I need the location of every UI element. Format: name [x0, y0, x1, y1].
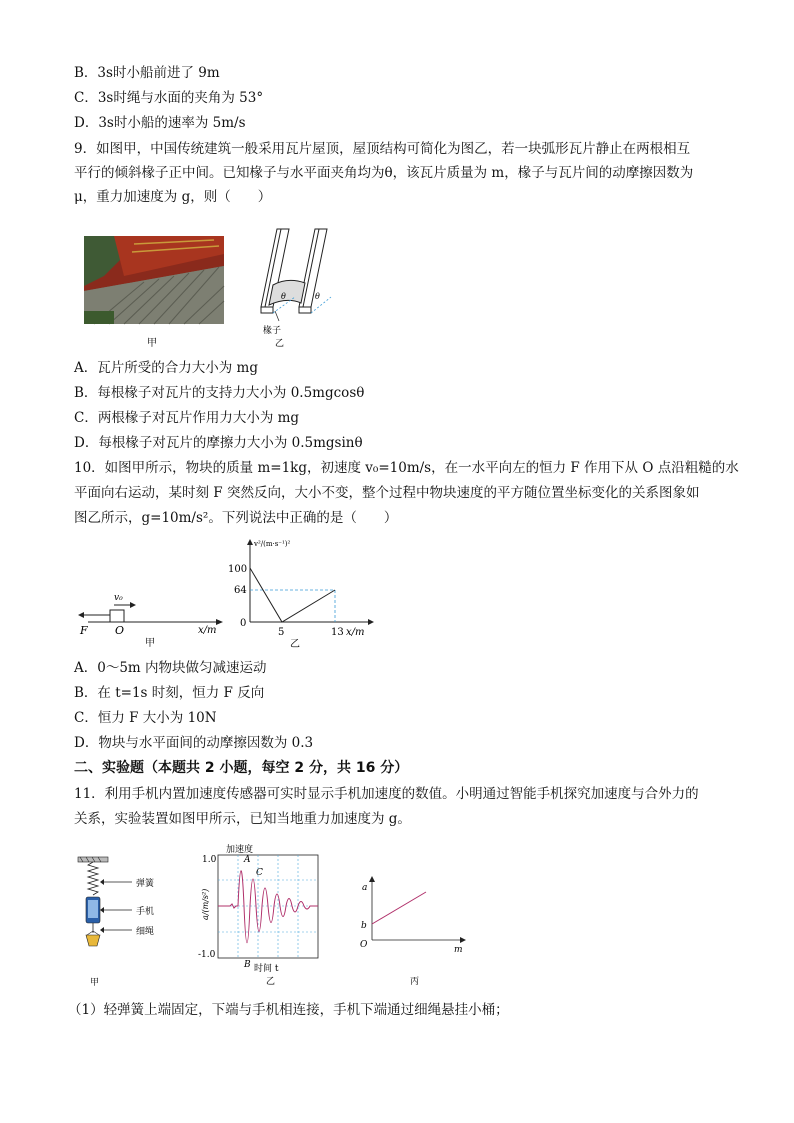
q9-rafter-diagram	[255, 225, 335, 350]
q9-stem-line3: μ，重力加速度为 g，则（ ）	[74, 189, 272, 205]
section-2-title: 二、实验题（本题共 2 小题，每空 2 分，共 16 分）	[74, 760, 409, 776]
svg-text:时间 t: 时间 t	[254, 964, 279, 974]
svg-text:x/m: x/m	[198, 625, 217, 636]
svg-text:C: C	[256, 868, 263, 878]
q11-stem-line1: 11．利用手机内置加速度传感器可实时显示手机加速度的数值。小明通过智能手机探究加速度与合外力的	[74, 786, 699, 802]
q9-fig-yi-caption: 乙	[275, 339, 285, 349]
svg-text:乙: 乙	[266, 977, 276, 987]
svg-text:-1.0: -1.0	[198, 950, 216, 960]
svg-text:O: O	[115, 624, 125, 637]
svg-text:甲: 甲	[145, 638, 155, 649]
q9-option-c: C．两根椽子对瓦片作用力大小为 mg	[74, 410, 300, 426]
q9-fig-jia-caption	[140, 334, 170, 350]
q9-stem-line2: 平行的倾斜椽子正中间。已知椽子与水平面夹角均为θ，该瓦片质量为 m，椽子与瓦片间的动摩擦因数为	[74, 165, 694, 181]
svg-text:加速度: 加速度	[226, 845, 254, 855]
theta-left: θ	[281, 292, 286, 301]
q11-stem-line2: 关系，实验装置如图甲所示，已知当地重力加速度为 g。	[74, 811, 411, 827]
q10-block-diagram	[78, 588, 228, 648]
q10-option-a: A．0～5m 内物块做匀减速运动	[74, 660, 267, 676]
q9-roof-photo	[84, 236, 224, 324]
svg-text:甲: 甲	[147, 338, 157, 349]
svg-text:x/m: x/m	[346, 627, 365, 638]
svg-text:A: A	[244, 855, 251, 865]
q10-option-c: C．恒力 F 大小为 10N	[74, 710, 217, 726]
svg-text:13: 13	[331, 627, 344, 638]
svg-text:64: 64	[234, 585, 247, 596]
q10-graph	[228, 538, 378, 648]
q10-stem-line3: 图乙所示，g=10m/s²。下列说法中正确的是（ ）	[74, 510, 398, 526]
svg-text:a: a	[362, 883, 368, 893]
q11-part1: （1）轻弹簧上端固定，下端与手机相连接，手机下端通过细绳悬挂小桶；	[68, 1002, 509, 1018]
q11-bing-graph	[352, 872, 472, 987]
svg-text:乙: 乙	[290, 639, 300, 650]
svg-text:甲: 甲	[90, 978, 100, 988]
q8-option-b: B．3s时小船前进了 9m	[74, 65, 220, 81]
svg-text:1.0: 1.0	[202, 855, 217, 865]
svg-text:B: B	[244, 960, 251, 970]
q9-option-a: A．瓦片所受的合力大小为 mg	[74, 360, 258, 376]
svg-text:v₀: v₀	[114, 593, 123, 603]
svg-text:v²/(m·s⁻¹)²: v²/(m·s⁻¹)²	[254, 540, 291, 548]
q10-option-b: B．在 t=1s 时刻，恒力 F 反向	[74, 685, 265, 701]
svg-text:a/(m/s²): a/(m/s²)	[201, 888, 210, 920]
svg-text:5: 5	[278, 627, 285, 638]
q8-option-d: D．3s时小船的速率为 5m/s	[74, 115, 246, 131]
svg-text:F: F	[80, 624, 88, 637]
q9-option-d: D．每根椽子对瓦片的摩擦力大小为 0.5mgsinθ	[74, 435, 363, 451]
svg-text:丙: 丙	[410, 977, 420, 987]
svg-text:0: 0	[240, 618, 247, 629]
svg-text:m: m	[454, 945, 463, 955]
svg-text:细绳: 细绳	[136, 927, 155, 937]
q11-apparatus	[74, 855, 184, 987]
q10-stem-line2: 平面向右运动，某时刻 F 突然反向，大小不变，整个过程中物块速度的平方随位置坐标变化的关系图象如	[74, 485, 700, 501]
q10-option-d: D．物块与水平面间的动摩擦因数为 0.3	[74, 735, 314, 751]
svg-text:b: b	[361, 921, 367, 931]
svg-text:手机: 手机	[136, 907, 155, 917]
q8-option-c: C．3s时绳与水面的夹角为 53°	[74, 90, 264, 106]
q10-stem-line1: 10．如图甲所示，物块的质量 m=1kg，初速度 v₀=10m/s，在一水平向左的恒力 F 作用下从 O 点沿粗糙的水	[74, 460, 739, 476]
q9-option-b: B．每根椽子对瓦片的支持力大小为 0.5mgcosθ	[74, 385, 365, 401]
svg-text:100: 100	[228, 564, 248, 575]
svg-text:O: O	[360, 940, 368, 950]
theta-right: θ	[315, 292, 320, 301]
svg-text:弹簧: 弹簧	[136, 879, 155, 889]
q11-acceleration-graph	[196, 840, 326, 987]
label-chuanzi: 椽子	[263, 326, 282, 336]
q9-stem-line1: 9．如图甲，中国传统建筑一般采用瓦片屋顶，屋顶结构可简化为图乙，若一块弧形瓦片静止在两根相互	[74, 141, 691, 157]
